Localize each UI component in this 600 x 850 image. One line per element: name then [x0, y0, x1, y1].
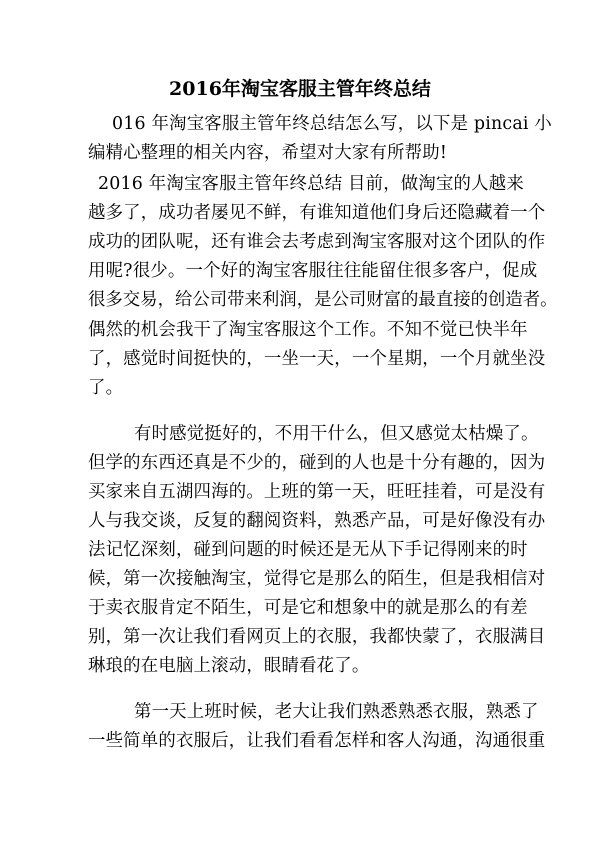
paragraph2-line-3: 买家来自五湖四海的。上班的第一天，旺旺挂着，可是没有 — [88, 482, 546, 502]
paragraph3-line-1: 第一天上班时候，老大让我们熟悉熟悉衣服，熟悉了 — [134, 702, 539, 722]
paragraph1-line-6: 偶然的机会我干了淘宝客服这个工作。不知不觉已快半年 — [88, 320, 528, 340]
paragraph2-line-4: 人与我交谈，反复的翻阅资料，熟悉产品，可是好像没有办 — [88, 511, 546, 531]
paragraph1-line-8: 了。 — [88, 378, 124, 398]
paragraph1-line-4: 用呢?很少。一个好的淘宝客服往往能留住很多客户，促成 — [88, 261, 538, 281]
paragraph3-line-2: 一些简单的衣服后，让我们看看怎样和客人沟通，沟通很重 — [88, 731, 546, 751]
paragraph2-line-9: 琳琅的在电脑上滚动，眼睛看花了。 — [88, 656, 370, 676]
paragraph1-line-5: 很多交易，给公司带来利润，是公司财富的最直接的创造者。 — [88, 290, 558, 310]
intro-line-1: 016 年淘宝客服主管年终总结怎么写，以下是 pincai 小 — [112, 114, 552, 134]
paragraph2-line-6: 候，第一次接触淘宝，觉得它是那么的陌生，但是我相信对 — [88, 569, 546, 589]
paragraph1-line-2: 越多了，成功者屡见不鲜，有谁知道他们身后还隐藏着一个 — [88, 203, 546, 223]
paragraph1-line-1: 2016 年淘宝客服主管年终总结 目前，做淘宝的人越来 — [98, 174, 524, 194]
paragraph1-line-7: 了，感觉时间挺快的，一坐一天，一个星期，一个月就坐没 — [88, 349, 546, 369]
paragraph2-line-2: 但学的东西还真是不少的，碰到的人也是十分有趣的，因为 — [88, 453, 546, 473]
paragraph2-line-5: 法记忆深刻，碰到问题的时候还是无从下手记得刚来的时 — [88, 540, 528, 560]
paragraph2-line-1: 有时感觉挺好的，不用干什么，但又感觉太枯燥了。 — [134, 424, 539, 444]
intro-line-2: 编精心整理的相关内容，希望对大家有所帮助! — [88, 143, 448, 163]
paragraph2-line-8: 别，第一次让我们看网页上的衣服，我都快蒙了，衣服满目 — [88, 627, 546, 647]
paragraph2-line-7: 于卖衣服肯定不陌生，可是它和想象中的就是那么的有差 — [88, 598, 528, 618]
document-title: 2016年淘宝客服主管年终总结 — [169, 78, 431, 100]
paragraph1-line-3: 成功的团队呢，还有谁会去考虑到淘宝客服对这个团队的作 — [88, 232, 546, 252]
